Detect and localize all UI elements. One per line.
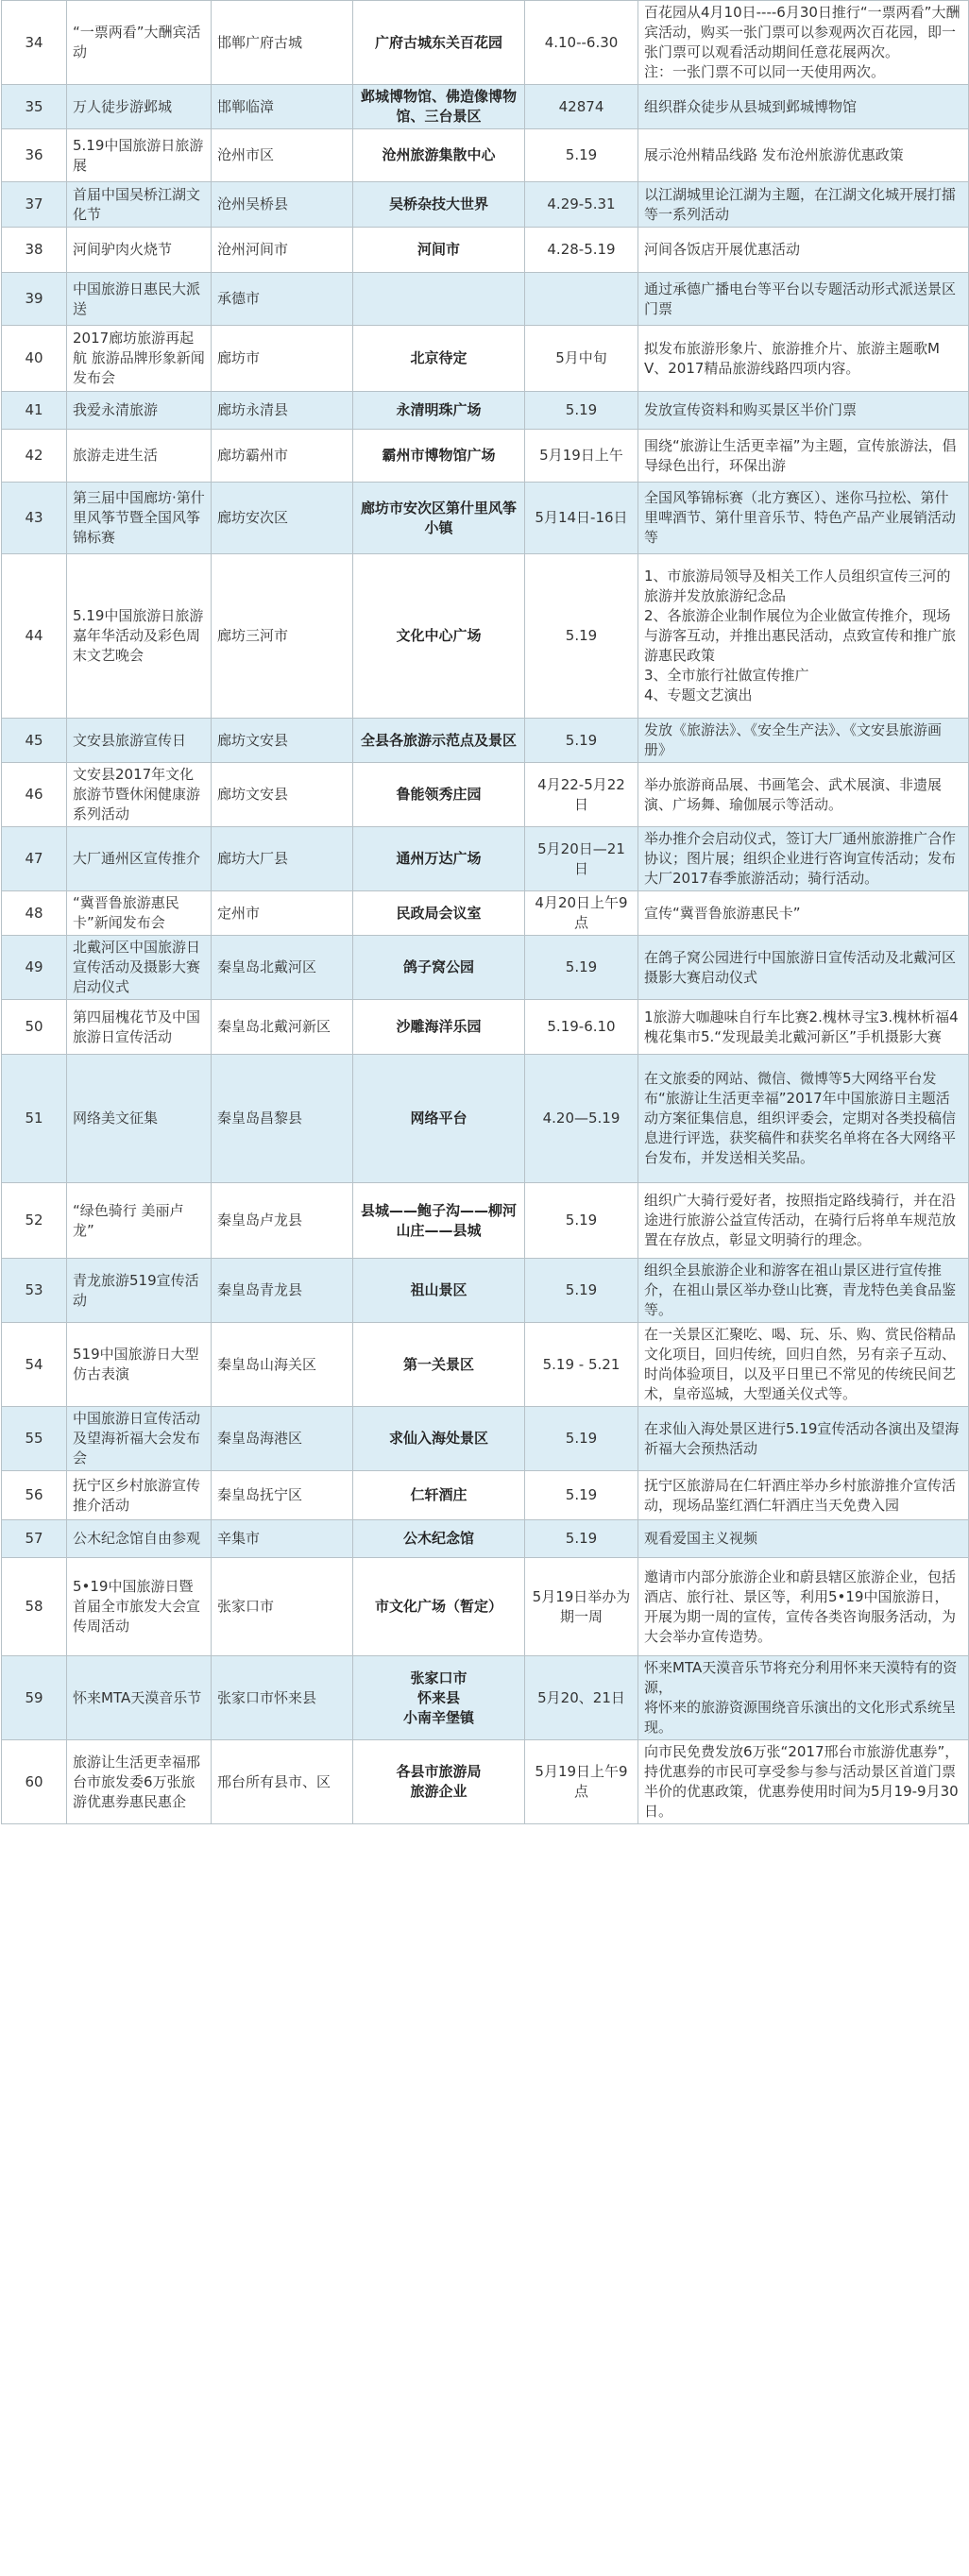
cell-number: 39 [2,273,67,326]
cell-number: 36 [2,129,67,182]
cell-description: 河间各饭店开展优惠活动 [638,228,969,273]
cell-event-name: 我爱永清旅游 [67,392,212,430]
cell-number: 44 [2,554,67,719]
cell-event-name: 北戴河区中国旅游日宣传活动及摄影大赛启动仪式 [67,936,212,1000]
cell-number: 38 [2,228,67,273]
table-row [2,273,969,326]
table-row [2,1323,969,1407]
cell-time: 5月中旬 [525,326,638,392]
cell-venue: 公木纪念馆 [353,1520,525,1558]
cell-description: 在求仙入海处景区进行5.19宣传活动各演出及望海祈福大会预热活动 [638,1407,969,1471]
cell-time: 4.28-5.19 [525,228,638,273]
cell-location: 沧州河间市 [212,228,353,273]
cell-time: 5月20日—21日 [525,827,638,891]
cell-location: 秦皇岛北戴河区 [212,936,353,1000]
table-row [2,1740,969,1824]
cell-event-name: 抚宁区乡村旅游宣传推介活动 [67,1471,212,1520]
cell-event-name: 河间驴肉火烧节 [67,228,212,273]
cell-number: 53 [2,1259,67,1323]
cell-location: 廊坊文安县 [212,719,353,763]
cell-venue: 北京待定 [353,326,525,392]
cell-location: 秦皇岛卢龙县 [212,1183,353,1259]
cell-number: 54 [2,1323,67,1407]
cell-location: 廊坊三河市 [212,554,353,719]
cell-event-name: 519中国旅游日大型仿古表演 [67,1323,212,1407]
table-row [2,763,969,827]
cell-event-name: 2017廊坊旅游再起航 旅游品牌形象新闻发布会 [67,326,212,392]
cell-description: 1旅游大咖趣味自行车比赛2.槐林寻宝3.槐林析福4槐花集市5.“发现最美北戴河新区”手机摄影大赛 [638,1000,969,1055]
cell-venue: 通州万达广场 [353,827,525,891]
cell-location: 张家口市怀来县 [212,1656,353,1740]
cell-venue: 河间市 [353,228,525,273]
cell-event-name: 中国旅游日宣传活动及望海祈福大会发布会 [67,1407,212,1471]
cell-venue: 民政局会议室 [353,891,525,936]
table-row [2,1407,969,1471]
cell-description: 全国风筝锦标赛（北方赛区）、迷你马拉松、第什里啤酒节、第什里音乐节、特色产品产业展销活动等 [638,483,969,554]
table-row [2,129,969,182]
cell-time: 5.19 [525,1471,638,1520]
cell-location: 定州市 [212,891,353,936]
cell-description: 组织广大骑行爱好者，按照指定路线骑行，并在沿途进行旅游公益宣传活动，在骑行后将单车规范放置在存放点，彰显文明骑行的理念。 [638,1183,969,1259]
cell-event-name: 大厂通州区宣传推介 [67,827,212,891]
cell-location: 沧州吴桥县 [212,182,353,228]
cell-time [525,273,638,326]
cell-event-name: 5.19中国旅游日旅游展 [67,129,212,182]
cell-event-name: 第三届中国廊坊·第什里风筝节暨全国风筝锦标赛 [67,483,212,554]
cell-venue: 网络平台 [353,1055,525,1183]
cell-location: 邯郸广府古城 [212,1,353,85]
cell-description: 向市民免费发放6万张“2017邢台市旅游优惠券”，持优惠券的市民可享受参与参与活动景区首道门票半价的优惠政策，优惠券使用时间为5月19-9月30日。 [638,1740,969,1824]
cell-location: 承德市 [212,273,353,326]
table-row [2,85,969,129]
cell-venue: 鸽子窝公园 [353,936,525,1000]
cell-location: 秦皇岛昌黎县 [212,1055,353,1183]
cell-location: 廊坊市 [212,326,353,392]
cell-location: 廊坊霸州市 [212,430,353,483]
cell-number: 50 [2,1000,67,1055]
cell-description: 举办旅游商品展、书画笔会、武术展演、非遗展演、广场舞、瑜伽展示等活动。 [638,763,969,827]
cell-venue: 沙雕海洋乐园 [353,1000,525,1055]
cell-event-name: 文安县旅游宣传日 [67,719,212,763]
cell-venue: 张家口市 怀来县 小南辛堡镇 [353,1656,525,1740]
table-row [2,1471,969,1520]
cell-event-name: “冀晋鲁旅游惠民卡”新闻发布会 [67,891,212,936]
cell-time: 5.19 [525,392,638,430]
events-table-body [2,1,969,1824]
cell-time: 5.19 [525,719,638,763]
cell-event-name: 第四届槐花节及中国旅游日宣传活动 [67,1000,212,1055]
cell-venue: 鲁能领秀庄园 [353,763,525,827]
cell-event-name: 网络美文征集 [67,1055,212,1183]
cell-number: 58 [2,1558,67,1656]
cell-event-name: 中国旅游日惠民大派送 [67,273,212,326]
cell-time: 4.29-5.31 [525,182,638,228]
cell-venue: 全县各旅游示范点及景区 [353,719,525,763]
cell-location: 邯郸临漳 [212,85,353,129]
cell-event-name: 公木纪念馆自由参观 [67,1520,212,1558]
cell-description: 组织全县旅游企业和游客在祖山景区进行宣传推介，在祖山景区举办登山比赛，青龙特色美食品鉴等。 [638,1259,969,1323]
cell-venue: 廊坊市安次区第什里风筝小镇 [353,483,525,554]
cell-number: 41 [2,392,67,430]
cell-venue: 广府古城东关百花园 [353,1,525,85]
cell-description: 发放《旅游法》、《安全生产法》、《文安县旅游画册》 [638,719,969,763]
cell-number: 56 [2,1471,67,1520]
cell-venue: 吴桥杂技大世界 [353,182,525,228]
cell-time: 5.19 [525,936,638,1000]
table-row [2,719,969,763]
cell-number: 60 [2,1740,67,1824]
cell-location: 张家口市 [212,1558,353,1656]
cell-event-name: 旅游走进生活 [67,430,212,483]
cell-venue: 邺城博物馆、佛造像博物馆、三台景区 [353,85,525,129]
cell-venue: 第一关景区 [353,1323,525,1407]
cell-description: 百花园从4月10日----6月30日推行“一票两看”大酬宾活动，购买一张门票可以参观两次百花园，即一张门票可以观看活动期间任意花展两次。 注：一张门票不可以同一天使用两次。 [638,1,969,85]
cell-location: 廊坊安次区 [212,483,353,554]
table-row [2,1656,969,1740]
cell-description: 发放宣传资料和购买景区半价门票 [638,392,969,430]
cell-number: 37 [2,182,67,228]
cell-location: 秦皇岛海港区 [212,1407,353,1471]
cell-description: 组织群众徒步从县城到邺城博物馆 [638,85,969,129]
cell-time: 4.10--6.30 [525,1,638,85]
cell-description: 围绕“旅游让生活更幸福”为主题，宣传旅游法，倡导绿色出行，环保出游 [638,430,969,483]
cell-location: 秦皇岛青龙县 [212,1259,353,1323]
cell-description: 在一关景区汇聚吃、喝、玩、乐、购、赏民俗精品文化项目，回归传统，回归自然，另有亲子互动、时尚体验项目，以及平日里已不常见的传统民间艺术，皇帝巡城，大型通关仪式等。 [638,1323,969,1407]
cell-venue: 求仙入海处景区 [353,1407,525,1471]
cell-venue: 祖山景区 [353,1259,525,1323]
cell-time: 42874 [525,85,638,129]
cell-description: 邀请市内部分旅游企业和蔚县辖区旅游企业，包括酒店、旅行社、景区等，利用5•19中国旅游日，开展为期一周的宣传，宣传各类咨询服务活动，为大会举办宣传造势。 [638,1558,969,1656]
cell-number: 43 [2,483,67,554]
cell-description: 宣传“冀晋鲁旅游惠民卡” [638,891,969,936]
cell-event-name: “绿色骑行 美丽卢龙” [67,1183,212,1259]
cell-time: 5.19 [525,129,638,182]
cell-description: 1、市旅游局领导及相关工作人员组织宣传三河的旅游并发放旅游纪念品 2、各旅游企业制作展位为企业做宣传推介，现场与游客互动，并推出惠民活动，点致宣传和推广旅游惠民政策 3、全市旅行社做宣传推广 4、专题文艺演出 [638,554,969,719]
table-row [2,483,969,554]
cell-number: 35 [2,85,67,129]
table-row [2,554,969,719]
cell-number: 52 [2,1183,67,1259]
cell-venue: 永清明珠广场 [353,392,525,430]
table-row [2,1558,969,1656]
table-row [2,891,969,936]
cell-location: 廊坊永清县 [212,392,353,430]
cell-time: 5.19-6.10 [525,1000,638,1055]
cell-location: 廊坊大厂县 [212,827,353,891]
cell-number: 48 [2,891,67,936]
cell-event-name: 万人徒步游邺城 [67,85,212,129]
cell-description: 观看爱国主义视频 [638,1520,969,1558]
cell-number: 46 [2,763,67,827]
cell-time: 5月20、21日 [525,1656,638,1740]
cell-time: 5.19 [525,1407,638,1471]
cell-time: 4月20日上午9点 [525,891,638,936]
cell-description: 抚宁区旅游局在仁轩酒庄举办乡村旅游推介宣传活动，现场品鉴红酒仁轩酒庄当天免费入园 [638,1471,969,1520]
cell-number: 59 [2,1656,67,1740]
cell-description: 通过承德广播电台等平台以专题活动形式派送景区门票 [638,273,969,326]
table-row [2,1,969,85]
cell-description: 怀来MTA天漠音乐节将充分利用怀来天漠特有的资源， 将怀来的旅游资源围绕音乐演出的文化形式系统呈现。 [638,1656,969,1740]
cell-venue: 市文化广场（暂定） [353,1558,525,1656]
table-row [2,936,969,1000]
events-table [1,0,969,1824]
cell-event-name: 文安县2017年文化旅游节暨休闲健康游系列活动 [67,763,212,827]
cell-venue: 仁轩酒庄 [353,1471,525,1520]
table-row [2,182,969,228]
table-row [2,430,969,483]
cell-number: 47 [2,827,67,891]
table-row [2,1055,969,1183]
cell-time: 5月19日上午 [525,430,638,483]
cell-event-name: 怀来MTA天漠音乐节 [67,1656,212,1740]
cell-time: 5.19 [525,1259,638,1323]
cell-number: 51 [2,1055,67,1183]
cell-number: 34 [2,1,67,85]
cell-event-name: 5.19中国旅游日旅游嘉年华活动及彩色周末文艺晚会 [67,554,212,719]
cell-time: 4.20—5.19 [525,1055,638,1183]
cell-event-name: “一票两看”大酬宾活动 [67,1,212,85]
cell-time: 5.19 - 5.21 [525,1323,638,1407]
cell-time: 5月14日-16日 [525,483,638,554]
cell-number: 40 [2,326,67,392]
cell-number: 42 [2,430,67,483]
table-row [2,228,969,273]
cell-time: 5月19日上午9点 [525,1740,638,1824]
cell-location: 邢台所有县市、区 [212,1740,353,1824]
cell-description: 在文旅委的网站、微信、微博等5大网络平台发布“旅游让生活更幸福”2017年中国旅游日主题活动方案征集信息，组织评委会，定期对各类投稿信息进行评选，获奖稿件和获奖名单将在各大网络平台发布，并发送相关奖品。 [638,1055,969,1183]
table-row [2,1183,969,1259]
cell-venue: 文化中心广场 [353,554,525,719]
cell-number: 55 [2,1407,67,1471]
cell-venue: 县城——鲍子沟——柳河山庄——县城 [353,1183,525,1259]
table-row [2,392,969,430]
cell-venue: 各县市旅游局 旅游企业 [353,1740,525,1824]
cell-venue: 霸州市博物馆广场 [353,430,525,483]
cell-time: 4月22-5月22日 [525,763,638,827]
cell-venue: 沧州旅游集散中心 [353,129,525,182]
cell-number: 57 [2,1520,67,1558]
cell-description: 拟发布旅游形象片、旅游推介片、旅游主题歌MV、2017精品旅游线路四项内容。 [638,326,969,392]
cell-location: 廊坊文安县 [212,763,353,827]
table-row [2,1259,969,1323]
cell-location: 秦皇岛山海关区 [212,1323,353,1407]
cell-venue [353,273,525,326]
cell-description: 展示沧州精品线路 发布沧州旅游优惠政策 [638,129,969,182]
cell-location: 秦皇岛北戴河新区 [212,1000,353,1055]
cell-number: 49 [2,936,67,1000]
table-row [2,827,969,891]
cell-description: 举办推介会启动仪式，签订大厂通州旅游推广合作协议；图片展；组织企业进行咨询宣传活动；发布大厂2017春季旅游活动；骑行活动。 [638,827,969,891]
cell-event-name: 旅游让生活更幸福邢台市旅发委6万张旅游优惠券惠民惠企 [67,1740,212,1824]
cell-time: 5.19 [525,1520,638,1558]
cell-event-name: 5•19中国旅游日暨首届全市旅发大会宣传周活动 [67,1558,212,1656]
cell-location: 秦皇岛抚宁区 [212,1471,353,1520]
table-row [2,1000,969,1055]
cell-time: 5.19 [525,1183,638,1259]
cell-event-name: 青龙旅游519宣传活动 [67,1259,212,1323]
cell-location: 辛集市 [212,1520,353,1558]
table-row [2,1520,969,1558]
cell-location: 沧州市区 [212,129,353,182]
cell-description: 在鸽子窝公园进行中国旅游日宣传活动及北戴河区摄影大赛启动仪式 [638,936,969,1000]
cell-time: 5月19日举办为期一周 [525,1558,638,1656]
table-row [2,326,969,392]
cell-event-name: 首届中国吴桥江湖文化节 [67,182,212,228]
cell-number: 45 [2,719,67,763]
cell-description: 以江湖城里论江湖为主题，在江湖文化城开展打擂等一系列活动 [638,182,969,228]
cell-time: 5.19 [525,554,638,719]
